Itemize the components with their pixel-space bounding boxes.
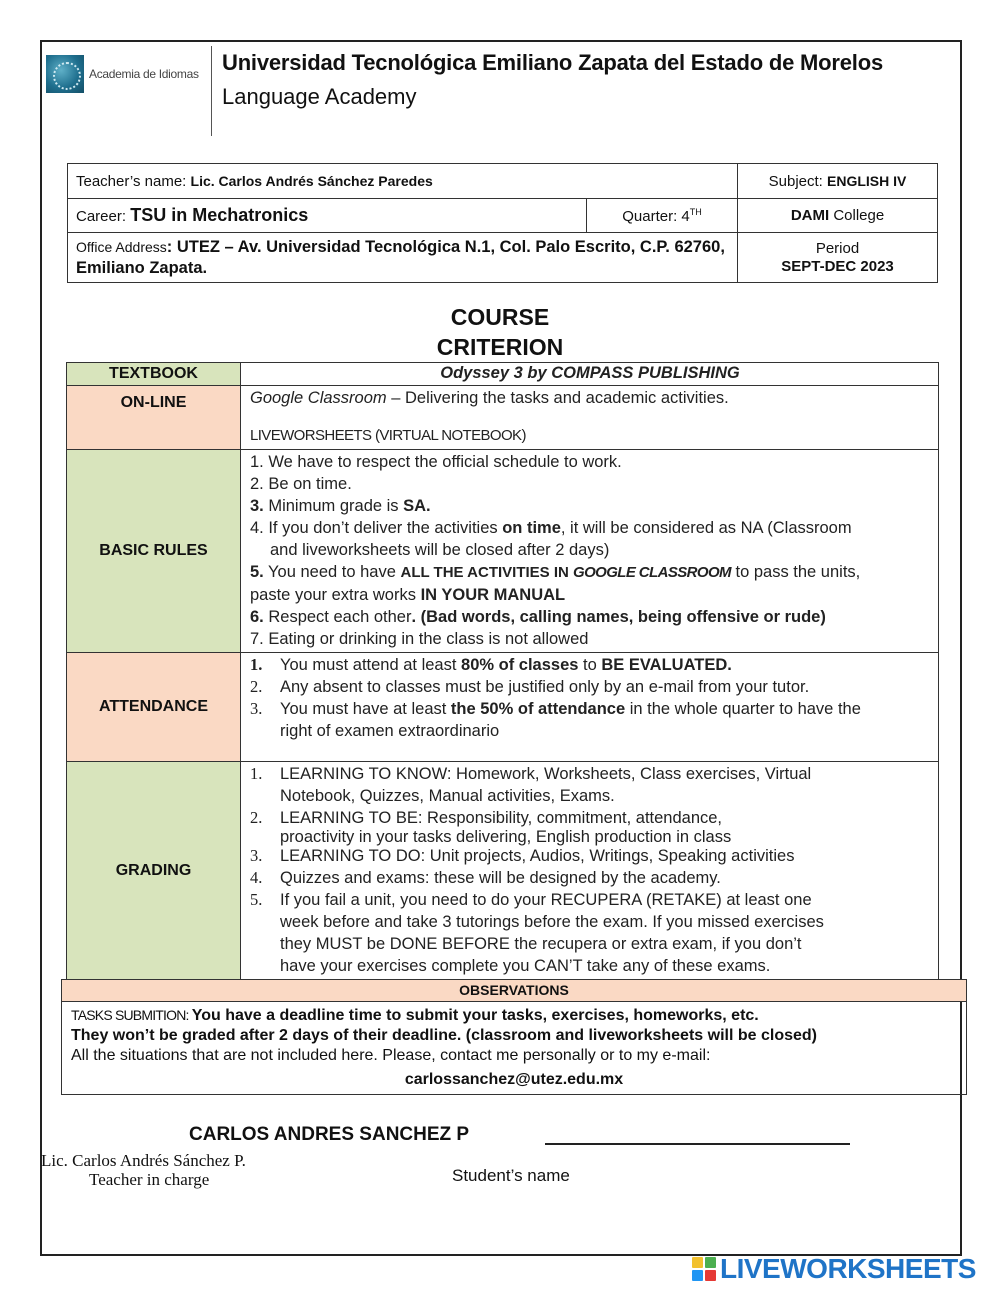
attendance-row — [67, 653, 939, 762]
watermark-text: LIVEWORKSHEETS — [720, 1253, 976, 1284]
observations-body: TASKS SUBMITION: You have a deadline time to submit your tasks, exercises, homeworks, etc. They won’t be graded after 2 days of their deadline. (classroom and liveworksheets will be closed) All the situations that are not included here. Please, contact me personally or to my e-mail: carlossanchez@utez.edu.mx — [62, 1002, 966, 1093]
student-signature-line — [545, 1143, 850, 1145]
period-value: SEPT-DEC 2023 — [781, 257, 894, 275]
logo-block — [692, 1257, 703, 1268]
course-info-table — [67, 163, 938, 283]
address-cell: Office Address: UTEZ – Av. Universidad Tecnológica N.1, Col. Palo Escrito, C.P. 62760, Emiliano Zapata. — [68, 233, 738, 283]
header-divider — [211, 46, 212, 136]
criterion-table — [66, 362, 939, 980]
teacher-cell: Teacher’s name: Lic. Carlos Andrés Sánchez Paredes — [68, 164, 738, 199]
logo-block — [692, 1270, 703, 1281]
liveworksheets-logo-icon — [692, 1257, 716, 1281]
textbook-row — [67, 363, 939, 386]
career-value: TSU in Mechatronics — [130, 205, 309, 225]
textbook-label: TEXTBOOK — [67, 363, 241, 386]
course-title: COURSE — [450, 304, 550, 330]
attendance-content: 1. You must attend at least 80% of classes to BE EVALUATED. 2. Any absent to classes must be justified only by an e-mail from your tutor. 3. You must have at least the 50% of attendance in the whole quarter to have the right of examen extraordinario — [241, 653, 939, 762]
criterion-title: CRITERION — [436, 334, 564, 360]
rules-label: BASIC RULES — [67, 450, 241, 653]
rules-row — [67, 450, 939, 653]
textbook-value: Odyssey 3 by COMPASS PUBLISHING — [241, 363, 939, 386]
career-cell: Career: TSU in Mechatronics — [68, 199, 587, 233]
subject-value: ENGLISH IV — [827, 172, 907, 189]
academy-subtitle: Language Academy — [222, 84, 417, 109]
academy-logo — [46, 55, 208, 93]
attendance-label: ATTENDANCE — [67, 653, 241, 762]
logo-text: Academia de Idiomas — [89, 67, 199, 81]
online-label: ON-LINE — [67, 386, 241, 450]
teacher-name: Lic. Carlos Andrés Sánchez Paredes — [190, 172, 433, 189]
address-value: : UTEZ – Av. Universidad Tecnológica N.1, Col. Palo Escrito, C.P. 62760, Emiliano Zapata. — [76, 237, 725, 277]
observations-box — [61, 979, 967, 1095]
logo-block — [705, 1270, 716, 1281]
grading-label: GRADING — [67, 762, 241, 980]
online-row — [67, 386, 939, 450]
teacher-role: Teacher in charge — [89, 1170, 210, 1189]
quarter-cell: Quarter: 4TH — [587, 199, 738, 233]
liveworksheets-watermark — [692, 1254, 976, 1284]
subject-cell: Subject: ENGLISH IV — [738, 164, 938, 199]
teacher-signature-name: CARLOS ANDRES SANCHEZ P — [189, 1124, 470, 1145]
student-name-label: Student’s name — [452, 1166, 570, 1185]
period-cell: Period SEPT-DEC 2023 — [738, 233, 938, 283]
grading-content: 1. LEARNING TO KNOW: Homework, Worksheets, Class exercises, Virtual Notebook, Quizzes, Manual activities, Exams. 2. LEARNING TO BE: Responsibility, commitment, attendance, proactivity in your tasks delivering, English production in class 3. LEARNING TO DO: Unit projects, Audios, Writings, Speaking activities 4. Quizzes and exams: these will be designed by the academy. 5. If you fail a unit, you need to do your RECUPERA (RETAKE) at least one week before and take 3 tutorings before the exam. If you missed exercises they MUST be DONE BEFORE the recupera or extra exam, if you don’t have your exercises complete you CAN’T take any of these exams. — [241, 762, 939, 980]
grading-row — [67, 762, 939, 980]
college-cell: DAMI College — [738, 199, 938, 233]
university-title: Universidad Tecnológica Emiliano Zapata del Estado de Morelos — [222, 50, 883, 75]
online-content: Google Classroom – Delivering the tasks and academic activities. LIVEWORSHEETS (VIRTUAL NOTEBOOK) — [241, 386, 939, 450]
contact-email: carlossanchez@utez.edu.mx — [404, 1071, 624, 1088]
globe-icon — [46, 55, 84, 93]
rules-content: 1. We have to respect the official schedule to work. 2. Be on time. 3. Minimum grade is SA. 4. If you don’t deliver the activities on time, it will be considered as NA (Classroom and liveworksheets will be closed after 2 days) 5. You need to have ALL THE ACTIVITIES IN GOOGLE CLASSROOM to pass the units, paste your extra works IN YOUR MANUAL 6. Respect each other. (Bad words, calling names, being offensive or rude) 7. Eating or drinking in the class is not allowed — [241, 450, 939, 653]
observations-title: OBSERVATIONS — [62, 980, 966, 1002]
teacher-full-name: Lic. Carlos Andrés Sánchez P. — [41, 1151, 246, 1170]
logo-block — [705, 1257, 716, 1268]
